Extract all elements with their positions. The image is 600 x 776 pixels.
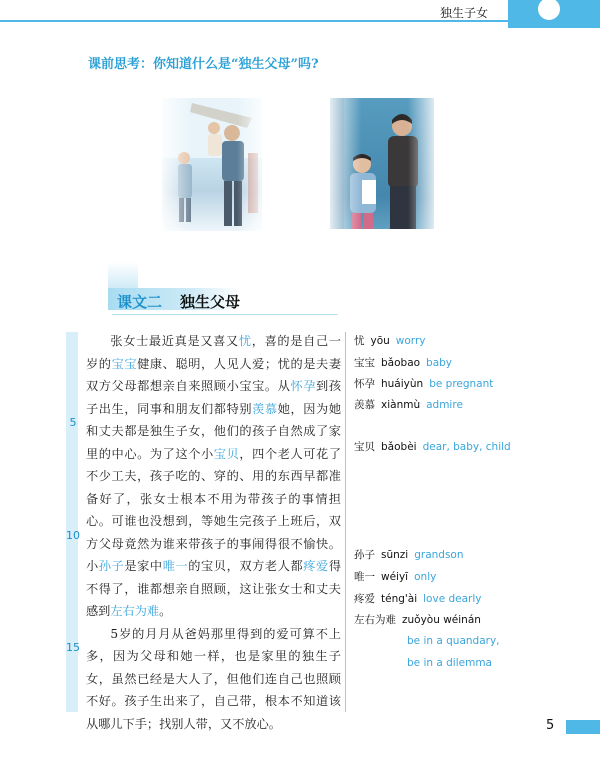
- vocab-entry: [354, 399, 463, 412]
- line-number: 10: [66, 529, 80, 542]
- margin-bar: [66, 332, 78, 712]
- vocab-pinyin: bǎobèi: [381, 441, 417, 453]
- vocab-highlight: 宝贝: [213, 446, 240, 461]
- text-segment: 张女士最近真是又喜又: [110, 334, 239, 348]
- vocab-highlight: 疼爱: [303, 559, 329, 573]
- text-segment: 健康、聪明，人见人爱；忧的是夫妻双方父母都想亲自来照顾小宝宝。从: [86, 356, 342, 393]
- vocab-divider: [345, 332, 346, 712]
- vocab-highlight: 羡慕: [252, 401, 278, 416]
- vocab-en: grandson: [414, 549, 464, 561]
- text-segment: 5岁的月月从爸妈那里得到的爱可算不上多，因为父母和她一样，也是家里的独生子女，虽然已经是大人了，但他们连自己也照顾不好。孩子生出来了，自己带，根本不知道该从哪儿下手；找别人带，又不放心。: [86, 626, 341, 731]
- vocab-pinyin: wéiyī: [381, 571, 409, 583]
- vocab-highlight: 忧: [238, 334, 252, 348]
- vocab-word: 宝宝: [354, 357, 375, 369]
- vocab-word: 孙子: [354, 549, 375, 561]
- vocab-pinyin: sūnzi: [381, 549, 409, 561]
- vocab-highlight: 唯一: [162, 559, 189, 573]
- vocab-word: 羡慕: [354, 399, 375, 411]
- text-segment: 是家中: [124, 559, 163, 573]
- tab-notch: [538, 0, 560, 20]
- vocab-en: only: [414, 571, 437, 583]
- text-segment: ，四个老人可花了不少工夫，孩子吃的、穿的、用的东西早都准备好了，张女士根本不用为带孩子的事情担心。可谁也没想到，等她生完孩子上班后，双方父母竟然为谁来带孩子的事闹得很不愉快。小: [86, 446, 342, 573]
- photo-fade: [330, 98, 434, 229]
- line-number: 15: [66, 641, 80, 654]
- vocab-meaning-extra: be in a dilemma: [407, 657, 492, 669]
- vocab-word: 忧: [354, 335, 365, 347]
- vocab-highlight: 左右为难: [110, 604, 160, 618]
- header-rule: [0, 20, 508, 22]
- vocab-entry: [354, 441, 511, 454]
- vocab-word: 左右为难: [354, 614, 396, 626]
- paragraph: [86, 330, 341, 623]
- lesson-title: 独生父母: [180, 293, 241, 311]
- pre-class-question: 课前思考：你知道什么是“独生父母”吗?: [88, 57, 319, 72]
- vocab-pinyin: bǎobao: [381, 357, 421, 369]
- text-segment: 。: [159, 604, 172, 618]
- vocab-en: dear, baby, child: [422, 441, 511, 453]
- vocab-word: 疼爱: [354, 593, 375, 605]
- vocab-entry: [354, 549, 464, 562]
- vocab-pinyin: zuǒyòu wéinán: [402, 614, 481, 626]
- chapter-title: 独生子女: [440, 6, 489, 20]
- text-segment: 她，因为她和丈夫都是独生子女，他们的孩子自然成了家里的中心。为了这个小: [86, 401, 342, 461]
- vocab-pinyin: yōu: [370, 335, 390, 347]
- lesson-underline: [112, 314, 338, 315]
- page-tab: [566, 720, 600, 734]
- vocab-en: worry: [395, 335, 426, 347]
- vocab-pinyin: huáiyùn: [381, 378, 424, 390]
- vocab-meaning-extra: be in a quandary,: [407, 635, 500, 647]
- vocab-word: 唯一: [354, 571, 375, 583]
- vocab-entry: [354, 335, 425, 348]
- paragraph: [86, 623, 341, 736]
- lesson-label: 课文二: [117, 293, 163, 311]
- family-photo-left: [162, 98, 262, 231]
- vocab-entry: [354, 593, 482, 606]
- vocab-entry: [354, 614, 487, 627]
- text-segment: 得不得了，谁都想亲自照顾，这让张女士和丈夫感到: [86, 559, 342, 618]
- photo-fade: [162, 98, 262, 231]
- text-segment: 到孩子出生，同事和朋友们都特别: [86, 379, 342, 416]
- lesson-body: [86, 330, 341, 735]
- text-segment: ，喜的是自己一岁的: [86, 334, 342, 371]
- page-number: 5: [546, 718, 555, 733]
- vocab-en: love dearly: [423, 593, 482, 605]
- vocab-entry: [354, 357, 452, 370]
- family-photo-right: [330, 98, 434, 229]
- vocab-highlight: 孙子: [98, 559, 125, 573]
- vocab-highlight: 宝宝: [111, 356, 138, 371]
- vocab-en: admire: [426, 399, 463, 411]
- vocab-highlight: 怀孕: [290, 379, 317, 393]
- text-segment: 的宝贝，双方老人都: [188, 559, 304, 573]
- vocab-entry: [354, 571, 436, 584]
- chapter-tab: [508, 0, 600, 28]
- vocab-word: 怀孕: [354, 378, 375, 390]
- vocab-pinyin: xiànmù: [381, 399, 421, 411]
- vocab-en: baby: [426, 357, 453, 369]
- line-number: 5: [69, 416, 77, 429]
- vocab-word: 宝贝: [354, 441, 375, 453]
- vocab-pinyin: téng'ài: [381, 593, 418, 605]
- vocab-en: be pregnant: [429, 378, 494, 390]
- vocab-entry: [354, 378, 493, 391]
